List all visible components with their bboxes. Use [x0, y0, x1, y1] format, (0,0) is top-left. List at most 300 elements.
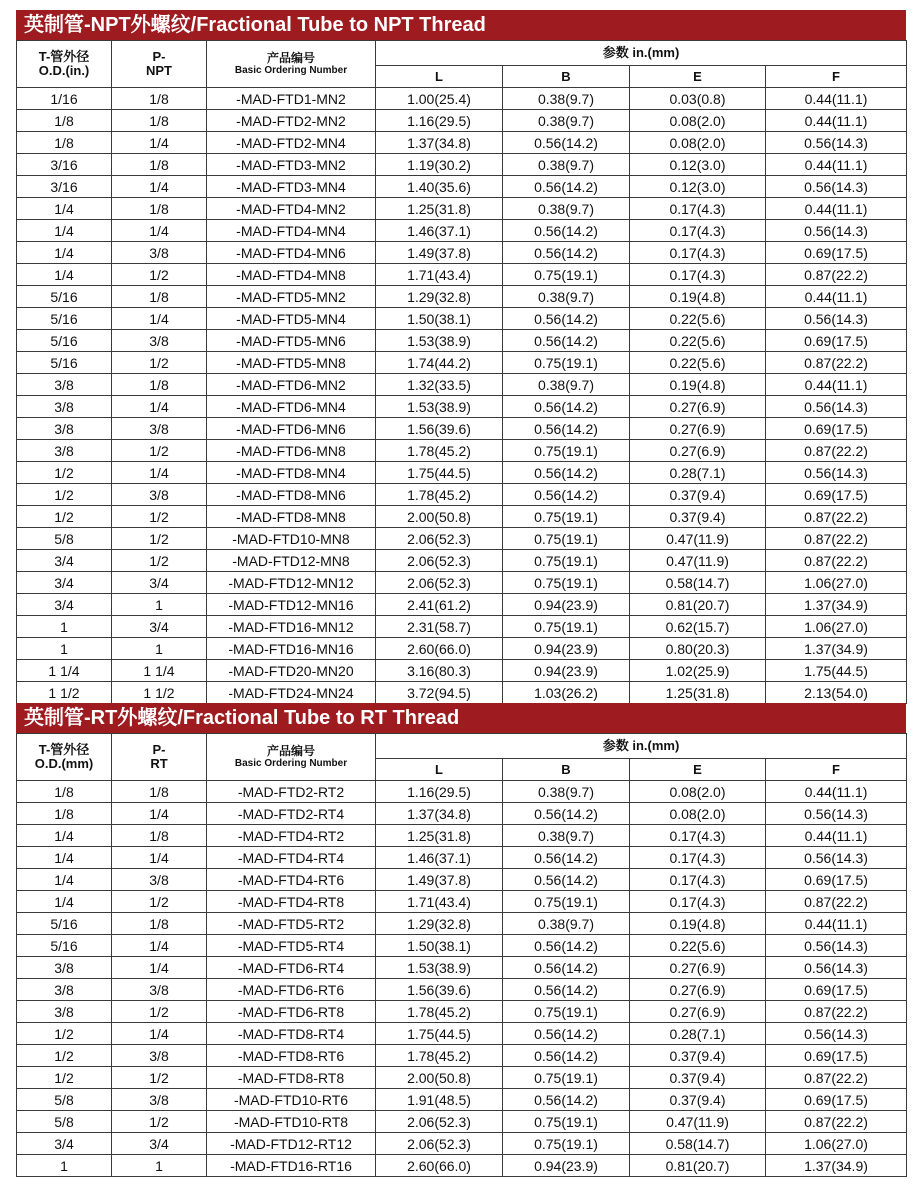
- cell-b: 0.75(19.1): [503, 550, 630, 572]
- cell-od: 5/16: [17, 352, 112, 374]
- cell-l: 1.78(45.2): [376, 1001, 503, 1023]
- table-row: [17, 847, 907, 869]
- cell-b: 0.56(14.2): [503, 396, 630, 418]
- cell-f: 1.06(27.0): [766, 616, 907, 638]
- cell-e: 0.27(6.9): [630, 957, 766, 979]
- cell-ordering-number: -MAD-FTD5-MN6: [207, 330, 376, 352]
- cell-p: 1: [112, 638, 207, 660]
- table-row: [17, 198, 907, 220]
- cell-p: 3/8: [112, 242, 207, 264]
- cell-od: 1/2: [17, 506, 112, 528]
- col-header-l: L: [376, 66, 503, 88]
- cell-e: 0.27(6.9): [630, 440, 766, 462]
- cell-ordering-number: -MAD-FTD6-MN2: [207, 374, 376, 396]
- cell-p: 1/8: [112, 825, 207, 847]
- cell-p: 3/4: [112, 572, 207, 594]
- cell-l: 1.49(37.8): [376, 869, 503, 891]
- cell-p: 1/4: [112, 847, 207, 869]
- cell-p: 1/8: [112, 154, 207, 176]
- cell-od: 1/4: [17, 242, 112, 264]
- cell-e: 0.37(9.4): [630, 484, 766, 506]
- table-row: [17, 682, 907, 704]
- cell-ordering-number: -MAD-FTD16-MN12: [207, 616, 376, 638]
- cell-b: 0.56(14.2): [503, 957, 630, 979]
- ordering-number-header-en: Basic Ordering Number: [234, 65, 348, 76]
- cell-b: 1.03(26.2): [503, 682, 630, 704]
- cell-l: 2.06(52.3): [376, 528, 503, 550]
- cell-b: 0.75(19.1): [503, 1133, 630, 1155]
- cell-p: 1/2: [112, 264, 207, 286]
- cell-b: 0.75(19.1): [503, 440, 630, 462]
- cell-b: 0.56(14.2): [503, 418, 630, 440]
- table-row: [17, 308, 907, 330]
- cell-f: 0.69(17.5): [766, 330, 907, 352]
- cell-l: 1.78(45.2): [376, 440, 503, 462]
- cell-l: 1.53(38.9): [376, 396, 503, 418]
- cell-od: 5/16: [17, 330, 112, 352]
- cell-ordering-number: -MAD-FTD10-RT6: [207, 1089, 376, 1111]
- cell-f: 0.69(17.5): [766, 1089, 907, 1111]
- cell-b: 0.56(14.2): [503, 1089, 630, 1111]
- cell-ordering-number: -MAD-FTD5-RT4: [207, 935, 376, 957]
- cell-b: 0.56(14.2): [503, 847, 630, 869]
- cell-e: 0.17(4.3): [630, 264, 766, 286]
- cell-f: 0.56(14.3): [766, 803, 907, 825]
- cell-p: 3/8: [112, 979, 207, 1001]
- cell-f: 0.87(22.2): [766, 891, 907, 913]
- cell-e: 0.08(2.0): [630, 110, 766, 132]
- table-row: [17, 594, 907, 616]
- cell-p: 1/2: [112, 1001, 207, 1023]
- cell-b: 0.56(14.2): [503, 484, 630, 506]
- cell-p: 3/8: [112, 330, 207, 352]
- cell-od: 1 1/2: [17, 682, 112, 704]
- table-row: [17, 242, 907, 264]
- table-row: [17, 913, 907, 935]
- cell-l: 2.60(66.0): [376, 638, 503, 660]
- cell-e: 0.17(4.3): [630, 825, 766, 847]
- table-row: [17, 110, 907, 132]
- table-row: [17, 506, 907, 528]
- cell-e: 0.62(15.7): [630, 616, 766, 638]
- cell-ordering-number: -MAD-FTD8-MN4: [207, 462, 376, 484]
- table-row: [17, 572, 907, 594]
- p-header: [112, 734, 207, 781]
- cell-od: 1/4: [17, 891, 112, 913]
- cell-p: 1 1/2: [112, 682, 207, 704]
- cell-f: 0.44(11.1): [766, 88, 907, 110]
- cell-ordering-number: -MAD-FTD12-MN8: [207, 550, 376, 572]
- cell-ordering-number: -MAD-FTD5-MN4: [207, 308, 376, 330]
- od-header: [17, 41, 112, 88]
- cell-p: 1/2: [112, 1067, 207, 1089]
- cell-od: 3/16: [17, 176, 112, 198]
- cell-e: 0.47(11.9): [630, 528, 766, 550]
- rt-table-body: [17, 781, 907, 1177]
- cell-b: 0.56(14.2): [503, 308, 630, 330]
- cell-l: 1.71(43.4): [376, 264, 503, 286]
- cell-ordering-number: -MAD-FTD8-RT8: [207, 1067, 376, 1089]
- cell-e: 0.19(4.8): [630, 286, 766, 308]
- p-header-line1: P-: [152, 742, 166, 757]
- cell-p: 1/8: [112, 286, 207, 308]
- cell-b: 0.75(19.1): [503, 1111, 630, 1133]
- cell-e: 0.03(0.8): [630, 88, 766, 110]
- table-row: [17, 352, 907, 374]
- cell-l: 1.91(48.5): [376, 1089, 503, 1111]
- cell-p: 1/8: [112, 88, 207, 110]
- cell-l: 1.53(38.9): [376, 330, 503, 352]
- cell-f: 0.44(11.1): [766, 374, 907, 396]
- cell-b: 0.75(19.1): [503, 528, 630, 550]
- cell-e: 0.08(2.0): [630, 803, 766, 825]
- cell-p: 1/2: [112, 440, 207, 462]
- cell-od: 1/2: [17, 1045, 112, 1067]
- cell-f: 0.44(11.1): [766, 286, 907, 308]
- cell-ordering-number: -MAD-FTD2-RT2: [207, 781, 376, 803]
- cell-ordering-number: -MAD-FTD10-MN8: [207, 528, 376, 550]
- cell-od: 3/16: [17, 154, 112, 176]
- cell-ordering-number: -MAD-FTD16-RT16: [207, 1155, 376, 1177]
- cell-b: 0.94(23.9): [503, 638, 630, 660]
- cell-ordering-number: -MAD-FTD6-MN6: [207, 418, 376, 440]
- cell-b: 0.94(23.9): [503, 660, 630, 682]
- cell-f: 0.69(17.5): [766, 979, 907, 1001]
- table-row: [17, 957, 907, 979]
- cell-b: 0.38(9.7): [503, 913, 630, 935]
- cell-e: 0.37(9.4): [630, 1045, 766, 1067]
- cell-ordering-number: -MAD-FTD5-RT2: [207, 913, 376, 935]
- cell-od: 3/4: [17, 550, 112, 572]
- cell-e: 0.17(4.3): [630, 220, 766, 242]
- table-row: [17, 132, 907, 154]
- cell-b: 0.38(9.7): [503, 825, 630, 847]
- cell-b: 0.38(9.7): [503, 374, 630, 396]
- cell-f: 0.44(11.1): [766, 198, 907, 220]
- cell-od: 3/8: [17, 374, 112, 396]
- cell-od: 1/4: [17, 825, 112, 847]
- rt-section-title: 英制管-RT外螺纹/Fractional Tube to RT Thread: [16, 703, 906, 733]
- cell-ordering-number: -MAD-FTD3-MN2: [207, 154, 376, 176]
- cell-f: 0.69(17.5): [766, 484, 907, 506]
- cell-p: 1/4: [112, 1023, 207, 1045]
- table-row: [17, 176, 907, 198]
- table-row: [17, 1089, 907, 1111]
- cell-od: 5/8: [17, 1111, 112, 1133]
- cell-b: 0.56(14.2): [503, 462, 630, 484]
- table-row: [17, 1133, 907, 1155]
- cell-od: 1/8: [17, 110, 112, 132]
- cell-od: 3/8: [17, 418, 112, 440]
- cell-l: 1.32(33.5): [376, 374, 503, 396]
- npt-section: [16, 10, 906, 704]
- cell-f: 0.56(14.3): [766, 220, 907, 242]
- od-header: [17, 734, 112, 781]
- cell-p: 3/4: [112, 616, 207, 638]
- cell-e: 0.08(2.0): [630, 132, 766, 154]
- cell-l: 1.16(29.5): [376, 781, 503, 803]
- cell-p: 1/4: [112, 308, 207, 330]
- od-header-line1: T-管外径: [38, 49, 90, 64]
- cell-ordering-number: -MAD-FTD16-MN16: [207, 638, 376, 660]
- cell-l: 1.19(30.2): [376, 154, 503, 176]
- cell-e: 0.37(9.4): [630, 506, 766, 528]
- cell-e: 0.80(20.3): [630, 638, 766, 660]
- cell-b: 0.56(14.2): [503, 1045, 630, 1067]
- cell-f: 1.75(44.5): [766, 660, 907, 682]
- cell-od: 1/4: [17, 198, 112, 220]
- table-row: [17, 638, 907, 660]
- cell-e: 0.47(11.9): [630, 550, 766, 572]
- npt-table: [16, 40, 907, 704]
- table-row: [17, 781, 907, 803]
- cell-f: 0.44(11.1): [766, 825, 907, 847]
- cell-f: 1.37(34.9): [766, 594, 907, 616]
- cell-l: 2.06(52.3): [376, 572, 503, 594]
- cell-ordering-number: -MAD-FTD6-MN4: [207, 396, 376, 418]
- cell-l: 1.78(45.2): [376, 1045, 503, 1067]
- cell-ordering-number: -MAD-FTD2-RT4: [207, 803, 376, 825]
- cell-p: 1/2: [112, 506, 207, 528]
- cell-f: 0.56(14.3): [766, 462, 907, 484]
- table-row: [17, 264, 907, 286]
- cell-p: 1/4: [112, 176, 207, 198]
- table-row: [17, 220, 907, 242]
- cell-f: 0.87(22.2): [766, 352, 907, 374]
- cell-f: 0.56(14.3): [766, 1023, 907, 1045]
- cell-f: 0.87(22.2): [766, 1111, 907, 1133]
- cell-l: 1.56(39.6): [376, 418, 503, 440]
- cell-e: 0.81(20.7): [630, 594, 766, 616]
- cell-e: 0.19(4.8): [630, 374, 766, 396]
- cell-p: 3/8: [112, 1089, 207, 1111]
- cell-e: 0.27(6.9): [630, 979, 766, 1001]
- cell-ordering-number: -MAD-FTD1-MN2: [207, 88, 376, 110]
- cell-p: 3/8: [112, 1045, 207, 1067]
- cell-ordering-number: -MAD-FTD6-MN8: [207, 440, 376, 462]
- cell-l: 2.60(66.0): [376, 1155, 503, 1177]
- cell-l: 2.06(52.3): [376, 550, 503, 572]
- npt-section-title: 英制管-NPT外螺纹/Fractional Tube to NPT Thread: [16, 10, 906, 40]
- cell-od: 1/4: [17, 220, 112, 242]
- cell-b: 0.56(14.2): [503, 242, 630, 264]
- cell-b: 0.38(9.7): [503, 286, 630, 308]
- cell-ordering-number: -MAD-FTD10-RT8: [207, 1111, 376, 1133]
- cell-b: 0.38(9.7): [503, 198, 630, 220]
- cell-l: 1.25(31.8): [376, 198, 503, 220]
- col-header-e: E: [630, 66, 766, 88]
- cell-e: 0.28(7.1): [630, 1023, 766, 1045]
- cell-p: 1/4: [112, 957, 207, 979]
- cell-e: 0.17(4.3): [630, 891, 766, 913]
- cell-b: 0.75(19.1): [503, 352, 630, 374]
- cell-p: 3/8: [112, 484, 207, 506]
- col-header-b: B: [503, 759, 630, 781]
- cell-ordering-number: -MAD-FTD20-MN20: [207, 660, 376, 682]
- col-header-l: L: [376, 759, 503, 781]
- table-row: [17, 803, 907, 825]
- cell-e: 0.81(20.7): [630, 1155, 766, 1177]
- cell-f: 0.56(14.3): [766, 957, 907, 979]
- od-header-line1: T-管外径: [38, 742, 90, 757]
- cell-e: 0.22(5.6): [630, 352, 766, 374]
- table-row: [17, 418, 907, 440]
- cell-f: 0.69(17.5): [766, 869, 907, 891]
- table-row: [17, 1001, 907, 1023]
- cell-ordering-number: -MAD-FTD4-MN4: [207, 220, 376, 242]
- cell-l: 1.74(44.2): [376, 352, 503, 374]
- cell-od: 3/4: [17, 572, 112, 594]
- cell-od: 3/4: [17, 1133, 112, 1155]
- cell-b: 0.38(9.7): [503, 110, 630, 132]
- cell-e: 0.17(4.3): [630, 198, 766, 220]
- cell-f: 0.87(22.2): [766, 1067, 907, 1089]
- cell-p: 1/4: [112, 462, 207, 484]
- cell-ordering-number: -MAD-FTD2-MN4: [207, 132, 376, 154]
- ordering-number-header: [207, 734, 376, 781]
- cell-od: 3/8: [17, 1001, 112, 1023]
- cell-p: 1: [112, 594, 207, 616]
- cell-p: 1: [112, 1155, 207, 1177]
- table-row: [17, 484, 907, 506]
- cell-l: 2.31(58.7): [376, 616, 503, 638]
- rt-section: [16, 703, 906, 1177]
- cell-e: 0.47(11.9): [630, 1111, 766, 1133]
- cell-f: 0.87(22.2): [766, 264, 907, 286]
- cell-b: 0.75(19.1): [503, 891, 630, 913]
- cell-l: 1.53(38.9): [376, 957, 503, 979]
- cell-od: 1: [17, 638, 112, 660]
- table-row: [17, 1023, 907, 1045]
- cell-e: 0.19(4.8): [630, 913, 766, 935]
- cell-l: 1.50(38.1): [376, 308, 503, 330]
- table-row: [17, 88, 907, 110]
- cell-p: 1/2: [112, 528, 207, 550]
- cell-ordering-number: -MAD-FTD8-MN6: [207, 484, 376, 506]
- cell-l: 2.00(50.8): [376, 1067, 503, 1089]
- table-row: [17, 616, 907, 638]
- cell-l: 1.50(38.1): [376, 935, 503, 957]
- cell-l: 2.06(52.3): [376, 1133, 503, 1155]
- cell-b: 0.75(19.1): [503, 264, 630, 286]
- params-header: 参数 in.(mm): [376, 41, 907, 66]
- cell-od: 1/4: [17, 264, 112, 286]
- col-header-f: F: [766, 759, 907, 781]
- cell-ordering-number: -MAD-FTD8-MN8: [207, 506, 376, 528]
- cell-l: 1.37(34.8): [376, 132, 503, 154]
- cell-b: 0.56(14.2): [503, 869, 630, 891]
- cell-ordering-number: -MAD-FTD5-MN8: [207, 352, 376, 374]
- cell-b: 0.75(19.1): [503, 506, 630, 528]
- cell-e: 0.27(6.9): [630, 396, 766, 418]
- col-header-f: F: [766, 66, 907, 88]
- cell-od: 5/16: [17, 935, 112, 957]
- cell-p: 1/4: [112, 803, 207, 825]
- table-row: [17, 154, 907, 176]
- cell-b: 0.56(14.2): [503, 803, 630, 825]
- cell-ordering-number: -MAD-FTD3-MN4: [207, 176, 376, 198]
- cell-p: 1/4: [112, 935, 207, 957]
- table-row: [17, 1045, 907, 1067]
- table-row: [17, 935, 907, 957]
- cell-ordering-number: -MAD-FTD5-MN2: [207, 286, 376, 308]
- table-row: [17, 869, 907, 891]
- cell-f: 0.44(11.1): [766, 110, 907, 132]
- cell-b: 0.38(9.7): [503, 781, 630, 803]
- cell-ordering-number: -MAD-FTD6-RT6: [207, 979, 376, 1001]
- p-header-line2: NPT: [146, 63, 172, 78]
- ordering-number-header-cn: 产品编号: [266, 744, 315, 758]
- cell-od: 1/4: [17, 847, 112, 869]
- cell-od: 1/8: [17, 803, 112, 825]
- cell-f: 0.56(14.3): [766, 847, 907, 869]
- cell-p: 1/2: [112, 550, 207, 572]
- table-row: [17, 825, 907, 847]
- ordering-number-header-cn: 产品编号: [266, 51, 315, 65]
- table-row: [17, 440, 907, 462]
- cell-od: 1 1/4: [17, 660, 112, 682]
- cell-l: 1.16(29.5): [376, 110, 503, 132]
- cell-od: 3/8: [17, 396, 112, 418]
- cell-f: 1.06(27.0): [766, 572, 907, 594]
- table-row: [17, 286, 907, 308]
- cell-f: 0.44(11.1): [766, 154, 907, 176]
- cell-ordering-number: -MAD-FTD4-MN8: [207, 264, 376, 286]
- cell-e: 0.17(4.3): [630, 847, 766, 869]
- table-row: [17, 374, 907, 396]
- cell-od: 1/4: [17, 869, 112, 891]
- cell-f: 0.56(14.3): [766, 308, 907, 330]
- rt-table: [16, 733, 907, 1177]
- cell-l: 2.06(52.3): [376, 1111, 503, 1133]
- cell-p: 1/2: [112, 891, 207, 913]
- cell-f: 1.06(27.0): [766, 1133, 907, 1155]
- cell-ordering-number: -MAD-FTD4-RT6: [207, 869, 376, 891]
- cell-od: 1/2: [17, 1023, 112, 1045]
- cell-od: 5/8: [17, 528, 112, 550]
- table-row: [17, 979, 907, 1001]
- cell-b: 0.56(14.2): [503, 935, 630, 957]
- cell-e: 0.37(9.4): [630, 1067, 766, 1089]
- cell-e: 0.12(3.0): [630, 154, 766, 176]
- col-header-b: B: [503, 66, 630, 88]
- cell-b: 0.75(19.1): [503, 572, 630, 594]
- cell-l: 1.78(45.2): [376, 484, 503, 506]
- cell-l: 1.49(37.8): [376, 242, 503, 264]
- cell-ordering-number: -MAD-FTD6-RT8: [207, 1001, 376, 1023]
- cell-e: 0.17(4.3): [630, 242, 766, 264]
- ordering-number-header-en: Basic Ordering Number: [234, 758, 348, 769]
- table-row: [17, 1155, 907, 1177]
- cell-f: 0.56(14.3): [766, 396, 907, 418]
- cell-b: 0.75(19.1): [503, 616, 630, 638]
- p-header: [112, 41, 207, 88]
- cell-l: 3.72(94.5): [376, 682, 503, 704]
- table-row: [17, 891, 907, 913]
- cell-e: 0.22(5.6): [630, 308, 766, 330]
- cell-od: 5/16: [17, 286, 112, 308]
- cell-p: 1/8: [112, 374, 207, 396]
- table-row: [17, 550, 907, 572]
- cell-l: 1.00(25.4): [376, 88, 503, 110]
- cell-e: 0.08(2.0): [630, 781, 766, 803]
- cell-b: 0.56(14.2): [503, 220, 630, 242]
- cell-e: 0.28(7.1): [630, 462, 766, 484]
- cell-f: 0.87(22.2): [766, 506, 907, 528]
- cell-ordering-number: -MAD-FTD8-RT4: [207, 1023, 376, 1045]
- cell-ordering-number: -MAD-FTD12-MN16: [207, 594, 376, 616]
- cell-l: 1.75(44.5): [376, 462, 503, 484]
